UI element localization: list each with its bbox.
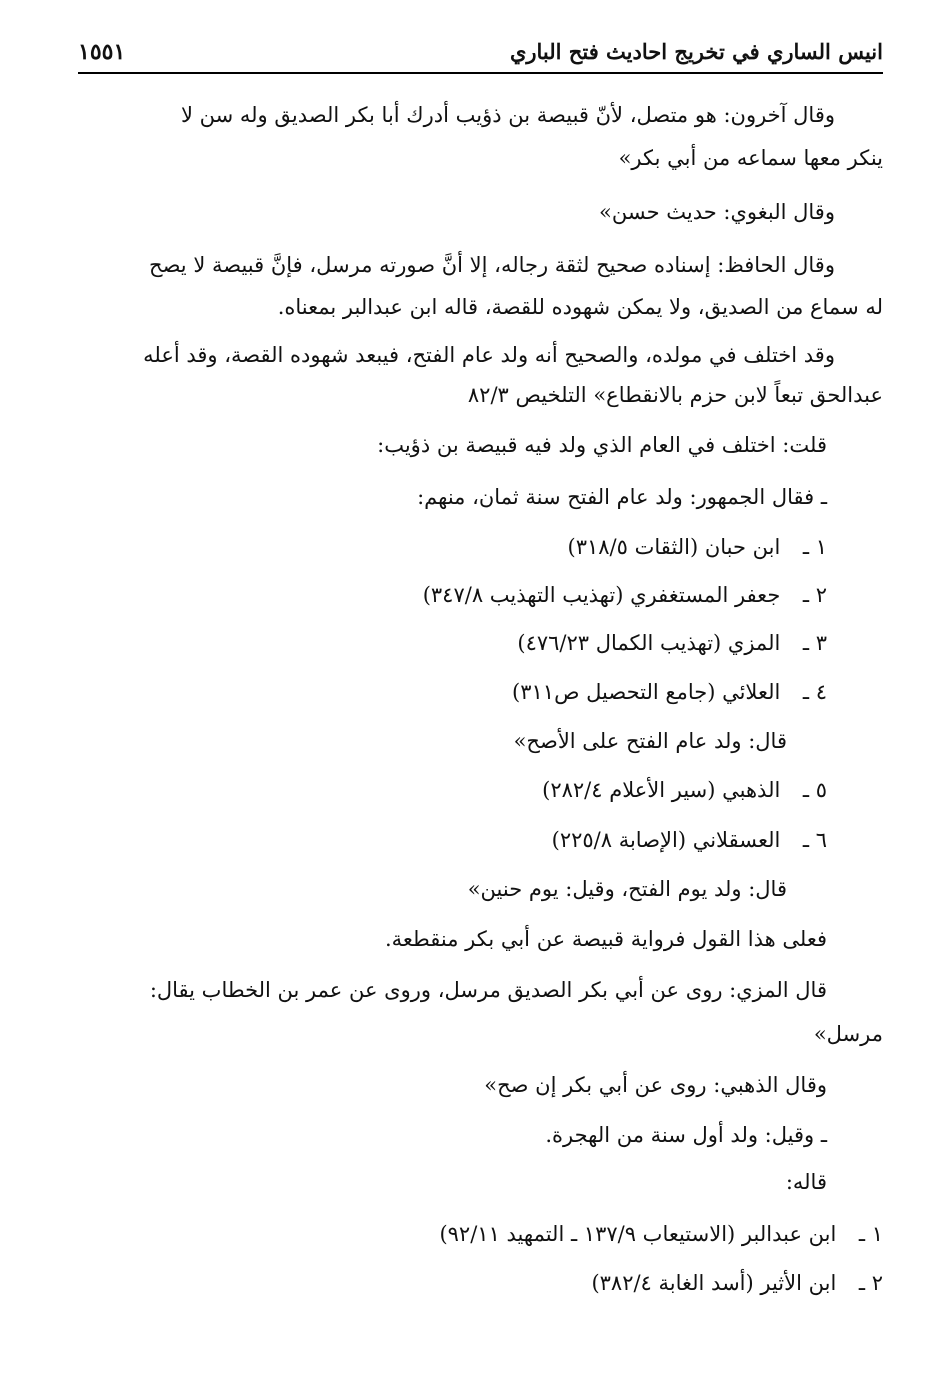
list-item	[78, 775, 827, 805]
list-number: ٢ ـ	[802, 583, 827, 607]
list-number: ١ ـ	[858, 1222, 883, 1246]
paragraph-line: وقال البغوي: حديث حسن»	[599, 200, 835, 224]
paragraph-line: له سماع من الصديق، ولا يمكن شهوده للقصة، قاله ابن عبدالبر بمعناه.	[277, 295, 883, 319]
book-page	[78, 0, 883, 1385]
list-text: العلائي (جامع التحصيل ص٣١١)	[512, 680, 781, 704]
list-item	[78, 580, 827, 610]
paragraph-line: ـ وقيل: ولد أول سنة من الهجرة.	[545, 1123, 827, 1147]
paragraph-line: ينكر معها سماعه من أبي بكر»	[618, 146, 883, 170]
list-item	[78, 825, 827, 855]
list-item	[78, 628, 827, 658]
list-text: ابن الأثير (أسد الغابة ٣٨٢/٤)	[591, 1271, 837, 1295]
paragraph-line: فعلى هذا القول فرواية قبيصة عن أبي بكر منقطعة.	[384, 927, 827, 951]
page-header	[78, 36, 883, 74]
list-number: ١ ـ	[802, 535, 827, 559]
paragraph-line: وقال الحافظ: إسناده صحيح لثقة رجاله، إلا أنَّ صورته مرسل، فإنَّ قبيصة لا يصح	[149, 253, 835, 277]
list-number: ٣ ـ	[802, 631, 827, 655]
list-text: ابن عبدالبر (الاستيعاب ١٣٧/٩ ـ التمهيد ٩٢/١١)	[439, 1222, 837, 1246]
list-number: ٢ ـ	[858, 1271, 883, 1295]
list-text: الذهبي (سير الأعلام ٢٨٢/٤)	[542, 778, 781, 802]
paragraph-line: وقال الذهبي: روى عن أبي بكر إن صح»	[484, 1073, 827, 1097]
paragraph-line: ـ فقال الجمهور: ولد عام الفتح سنة ثمان، منهم:	[417, 485, 827, 509]
list-number: ٤ ـ	[802, 680, 827, 704]
quote-line: قال: ولد يوم الفتح، وقيل: يوم حنين»	[467, 877, 787, 901]
list-text: العسقلاني (الإصابة ٢٢٥/٨)	[551, 828, 781, 852]
list-item	[78, 532, 827, 562]
paragraph-line: وقال آخرون: هو متصل، لأنّ قبيصة بن ذؤيب أدرك أبا بكر الصديق وله سن لا	[180, 103, 835, 127]
list-number: ٦ ـ	[802, 828, 827, 852]
paragraph-line: قال المزي: روى عن أبي بكر الصديق مرسل، وروى عن عمر بن الخطاب يقال:	[149, 978, 827, 1002]
quote-line: قال: ولد عام الفتح على الأصح»	[513, 729, 787, 753]
running-title: انيس الساري في تخريج احاديث فتح الباري	[509, 39, 883, 64]
paragraph-line: عبدالحق تبعاً لابن حزم بالانقطاع» التلخيص ٨٢/٣	[467, 383, 883, 407]
list-item	[78, 677, 827, 707]
paragraph-line: قاله:	[785, 1170, 827, 1194]
list-number: ٥ ـ	[802, 778, 827, 802]
page-number: ١٥٥١	[78, 39, 126, 65]
list-item	[78, 1219, 883, 1249]
paragraph-line: وقد اختلف في مولده، والصحيح أنه ولد عام الفتح، فيبعد شهوده القصة، وقد أعله	[143, 343, 835, 367]
list-text: ابن حبان (الثقات ٣١٨/٥)	[567, 535, 781, 559]
list-item	[78, 1268, 883, 1298]
list-text: جعفر المستغفري (تهذيب التهذيب ٣٤٧/٨)	[422, 583, 781, 607]
paragraph-line: قلت: اختلف في العام الذي ولد فيه قبيصة بن ذؤيب:	[377, 433, 827, 457]
paragraph-line: مرسل»	[813, 1022, 883, 1046]
list-text: المزي (تهذيب الكمال ٤٧٦/٢٣)	[517, 631, 781, 655]
